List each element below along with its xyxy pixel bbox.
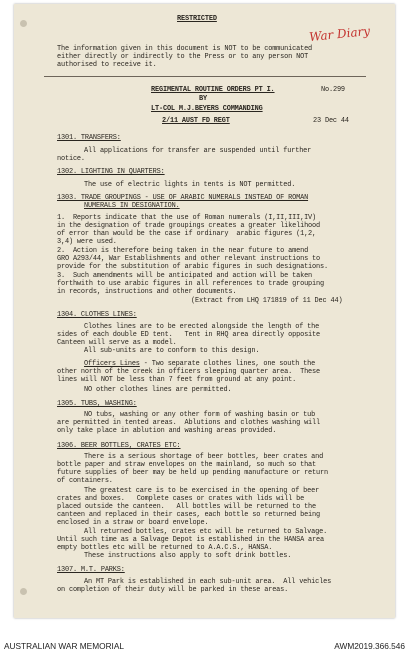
section-line: future supplies of beer may be held up pending manufacture or return [57,469,328,477]
section-line: 2. Action is therefore being taken in the near future to amend [57,247,309,255]
section-heading: NUMERALS IN DESIGNATION. [84,202,180,210]
section-heading: 1307. M.T. PARKS: [57,566,125,574]
section-line: empty bottles etc will be returned to A.A.C.S., HANSA. [57,544,273,552]
footer-accession-number: AWM2019.366.546 [334,641,405,651]
section-line: sides of each double ED tent. Tent in RHQ area directly opposite [57,331,321,339]
section-line: (Extract from LHQ 171819 of 11 Dec 44) [191,297,343,305]
section-line: placed outside the canteen. All bottles will be returned to the [57,503,317,511]
section-line: crates and boxes. Complete cases or crates with lids will be [57,495,305,503]
section-line: notice. [57,155,85,163]
section-line: canteen and replaced in their cases, each bottle so returned being [57,511,321,519]
punch-hole [20,20,27,27]
section-line: An MT Park is established in each sub-unit area. All vehicles [84,578,332,586]
section-line: GRO A293/44, War Establishments and other relevant instructions to [57,255,321,263]
section-heading: 1301. TRANSFERS: [57,134,121,142]
section-line: other north of the creek in officers sleeping quarter area. These [57,368,321,376]
section-line: NO other clothes lines are permitted. [84,386,232,394]
section-line: 1. Reports indicate that the use of Roman numerals (I,II,III,IV) [57,214,317,222]
section-line: are permitted in tented areas. Ablutions and clothes washing will [57,419,321,427]
section-line: All sub-units are to conform to this design. [84,347,260,355]
section-heading: 1303. TRADE GROUPINGS - USE OF ARABIC NUMERALS INSTEAD OF ROMAN [57,194,309,202]
section-line: Clothes lines are to be erected alongside the length of the [84,323,320,331]
punch-hole [20,588,27,595]
section-line: lines will NOT be less than 7 feet from ground at any point. [57,376,297,384]
footer-collection-name: AUSTRALIAN WAR MEMORIAL [4,641,125,651]
section-line: bottle paper and straw envelopes on the mainland, so much so that [57,461,317,469]
notice-line: The information given in this document is NOT to be communicated [57,45,313,53]
restricted-label: RESTRICTED [177,15,217,23]
document-date: 23 Dec 44 [313,117,349,125]
officers-lines-label: Officers Lines [84,360,140,368]
section-line: There is a serious shortage of beer bottles, beer crates and [84,453,324,461]
section-line: All returned bottles, crates etc will be returned to Salvage. [84,528,328,536]
section-line: The greatest care is to be exercised in the opening of beer [84,487,320,495]
section-line: only take place in ablution and washing areas provided. [57,427,277,435]
section-line: of error than would be the case if ordinary arabic figures (1,2, [57,230,317,238]
by-label: BY [199,95,207,103]
section-line: forthwith to use arabic figures in all references to trade grouping [57,280,324,288]
section-line: These instructions also apply to soft drink bottles. [84,552,292,560]
unit-name: 2/11 AUST FD REGT [162,117,230,125]
order-number: No.299 [321,86,345,94]
section-line: Until such time as a Salvage Depot is established in the HANSA area [57,536,324,544]
section-line: - Two separate clothes lines, one south the [139,360,316,368]
document-title: REGIMENTAL ROUTINE ORDERS PT I. [151,86,275,94]
section-line: All applications for transfer are suspended until further [84,147,312,155]
handwritten-note: War Diary [308,23,371,45]
section-line: Canteen will serve as a model. [57,339,177,347]
section-heading: 1305. TUBS, WASHING: [57,400,137,408]
section-line: NO tubs, washing or any other form of washing basin or tub [84,411,316,419]
section-line: of containers. [57,477,113,485]
header-divider [44,76,366,77]
officers-lines-paragraph [84,360,315,368]
section-line: provide for the substitution of arabic figures in such designations. [57,263,328,271]
section-line: on completion of their duty will be parked in these areas. [57,586,289,594]
section-line: 3. Such amendments will be anticipated and action will be taken [57,272,313,280]
section-heading: 1306. BEER BOTTLES, CRATES ETC: [57,442,181,450]
commanding-officer: LT-COL M.J.BEYERS COMMANDING [151,105,263,113]
section-line: in records, instructions and other documents. [57,288,237,296]
section-line: enclosed in a straw or board envelope. [57,519,209,527]
notice-line: authorised to receive it. [57,61,157,69]
section-line: in the designation of trade groupings creates a greater likelihood [57,222,321,230]
section-heading: 1302. LIGHTING IN QUARTERS: [57,168,165,176]
notice-line: either directly or indirectly to the Press or to any person NOT [57,53,309,61]
section-line: 3,4) were used. [57,238,117,246]
section-line: The use of electric lights in tents is NOT permitted. [84,181,296,189]
section-heading: 1304. CLOTHES LINES: [57,311,137,319]
